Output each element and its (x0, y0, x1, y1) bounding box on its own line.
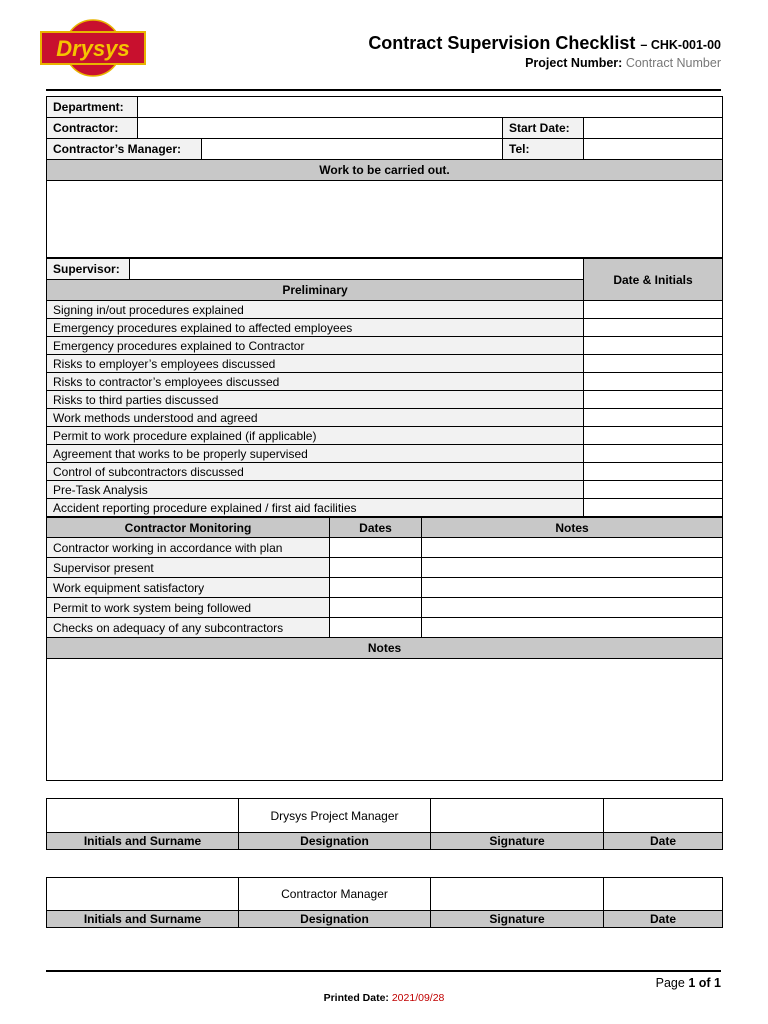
page-number: 1 (688, 976, 696, 990)
preliminary-date-field[interactable] (584, 427, 723, 445)
preliminary-item: Emergency procedures explained to Contractor (47, 337, 584, 355)
preliminary-item: Signing in/out procedures explained (47, 301, 584, 319)
preliminary-item: Emergency procedures explained to affected employees (47, 319, 584, 337)
monitoring-date-field[interactable] (330, 578, 422, 598)
printed-date-label: Printed Date: (323, 992, 389, 1004)
preliminary-item: Risks to contractor’s employees discussed (47, 373, 584, 391)
page-word: Page (655, 976, 685, 990)
signoff-table-contractor-manager (46, 877, 723, 928)
signature-field[interactable] (431, 799, 604, 833)
work-description-field[interactable] (47, 181, 723, 258)
preliminary-header: Preliminary (47, 280, 584, 301)
monitoring-item: Permit to work system being followed (47, 598, 330, 618)
monitoring-notes-field[interactable] (422, 558, 723, 578)
date-header: Date (604, 911, 723, 928)
page-total: 1 (714, 976, 721, 990)
designation-header: Designation (239, 833, 431, 850)
designation-value: Drysys Project Manager (239, 799, 431, 833)
project-number-label: Project Number: (525, 56, 623, 70)
monitoring-date-field[interactable] (330, 558, 422, 578)
supervisor-field[interactable] (130, 259, 584, 280)
title-text: Contract Supervision Checklist (368, 33, 636, 53)
signature-header: Signature (431, 911, 604, 928)
preliminary-item: Accident reporting procedure explained / first aid facilities (47, 499, 584, 517)
monitoring-notes-field[interactable] (422, 538, 723, 558)
initials-surname-header: Initials and Surname (47, 833, 239, 850)
monitoring-notes-field[interactable] (422, 578, 723, 598)
preliminary-table (46, 258, 723, 517)
preliminary-date-field[interactable] (584, 373, 723, 391)
printed-date-line (0, 992, 768, 1004)
preliminary-item: Pre-Task Analysis (47, 481, 584, 499)
dates-header: Dates (330, 518, 422, 538)
tel-field[interactable] (584, 139, 723, 160)
preliminary-date-field[interactable] (584, 301, 723, 319)
preliminary-date-field[interactable] (584, 337, 723, 355)
drysys-logo (40, 18, 146, 78)
preliminary-item: Work methods understood and agreed (47, 409, 584, 427)
monitoring-table (46, 517, 723, 781)
signature-field[interactable] (431, 878, 604, 911)
manager-field[interactable] (202, 139, 503, 160)
logo-text: Drysys (56, 36, 130, 61)
monitoring-date-field[interactable] (330, 538, 422, 558)
preliminary-date-field[interactable] (584, 409, 723, 427)
info-table (46, 96, 723, 258)
start-date-label: Start Date: (503, 118, 584, 139)
document-code: – CHK-001-00 (640, 38, 721, 52)
monitoring-item: Work equipment satisfactory (47, 578, 330, 598)
preliminary-item: Agreement that works to be properly supervised (47, 445, 584, 463)
notes-field[interactable] (47, 659, 723, 781)
project-number-line (525, 56, 721, 70)
monitoring-header: Contractor Monitoring (47, 518, 330, 538)
signature-header: Signature (431, 833, 604, 850)
page-indicator (656, 976, 721, 990)
preliminary-item: Permit to work procedure explained (if applicable) (47, 427, 584, 445)
designation-value: Contractor Manager (239, 878, 431, 911)
contractor-field[interactable] (138, 118, 503, 139)
preliminary-date-field[interactable] (584, 463, 723, 481)
preliminary-date-field[interactable] (584, 355, 723, 373)
preliminary-date-field[interactable] (584, 319, 723, 337)
supervisor-label: Supervisor: (47, 259, 130, 280)
contractor-label: Contractor: (47, 118, 138, 139)
preliminary-item: Control of subcontractors discussed (47, 463, 584, 481)
department-label: Department: (47, 97, 138, 118)
preliminary-item: Risks to third parties discussed (47, 391, 584, 409)
preliminary-date-field[interactable] (584, 481, 723, 499)
monitoring-notes-field[interactable] (422, 618, 723, 638)
start-date-field[interactable] (584, 118, 723, 139)
printed-date-value: 2021/09/28 (391, 992, 445, 1004)
document-title (368, 33, 721, 54)
monitoring-notes-header: Notes (422, 518, 723, 538)
work-header: Work to be carried out. (47, 160, 723, 181)
monitoring-notes-field[interactable] (422, 598, 723, 618)
preliminary-item: Risks to employer’s employees discussed (47, 355, 584, 373)
monitoring-item: Supervisor present (47, 558, 330, 578)
preliminary-date-field[interactable] (584, 445, 723, 463)
header-rule (46, 89, 721, 91)
designation-header: Designation (239, 911, 431, 928)
monitoring-item: Contractor working in accordance with plan (47, 538, 330, 558)
of-word: of (698, 976, 711, 990)
initials-surname-header: Initials and Surname (47, 911, 239, 928)
manager-label: Contractor’s Manager: (47, 139, 202, 160)
date-field[interactable] (604, 878, 723, 911)
preliminary-date-field[interactable] (584, 391, 723, 409)
date-initials-header: Date & Initials (584, 259, 723, 301)
date-header: Date (604, 833, 723, 850)
initials-surname-field[interactable] (47, 799, 239, 833)
footer-rule (46, 970, 721, 972)
signoff-table-project-manager (46, 798, 723, 850)
notes-header: Notes (47, 638, 723, 659)
monitoring-item: Checks on adequacy of any subcontractors (47, 618, 330, 638)
tel-label: Tel: (503, 139, 584, 160)
initials-surname-field[interactable] (47, 878, 239, 911)
date-field[interactable] (604, 799, 723, 833)
preliminary-date-field[interactable] (584, 499, 723, 517)
monitoring-date-field[interactable] (330, 618, 422, 638)
department-field[interactable] (138, 97, 723, 118)
monitoring-date-field[interactable] (330, 598, 422, 618)
project-number-value: Contract Number (625, 56, 721, 70)
